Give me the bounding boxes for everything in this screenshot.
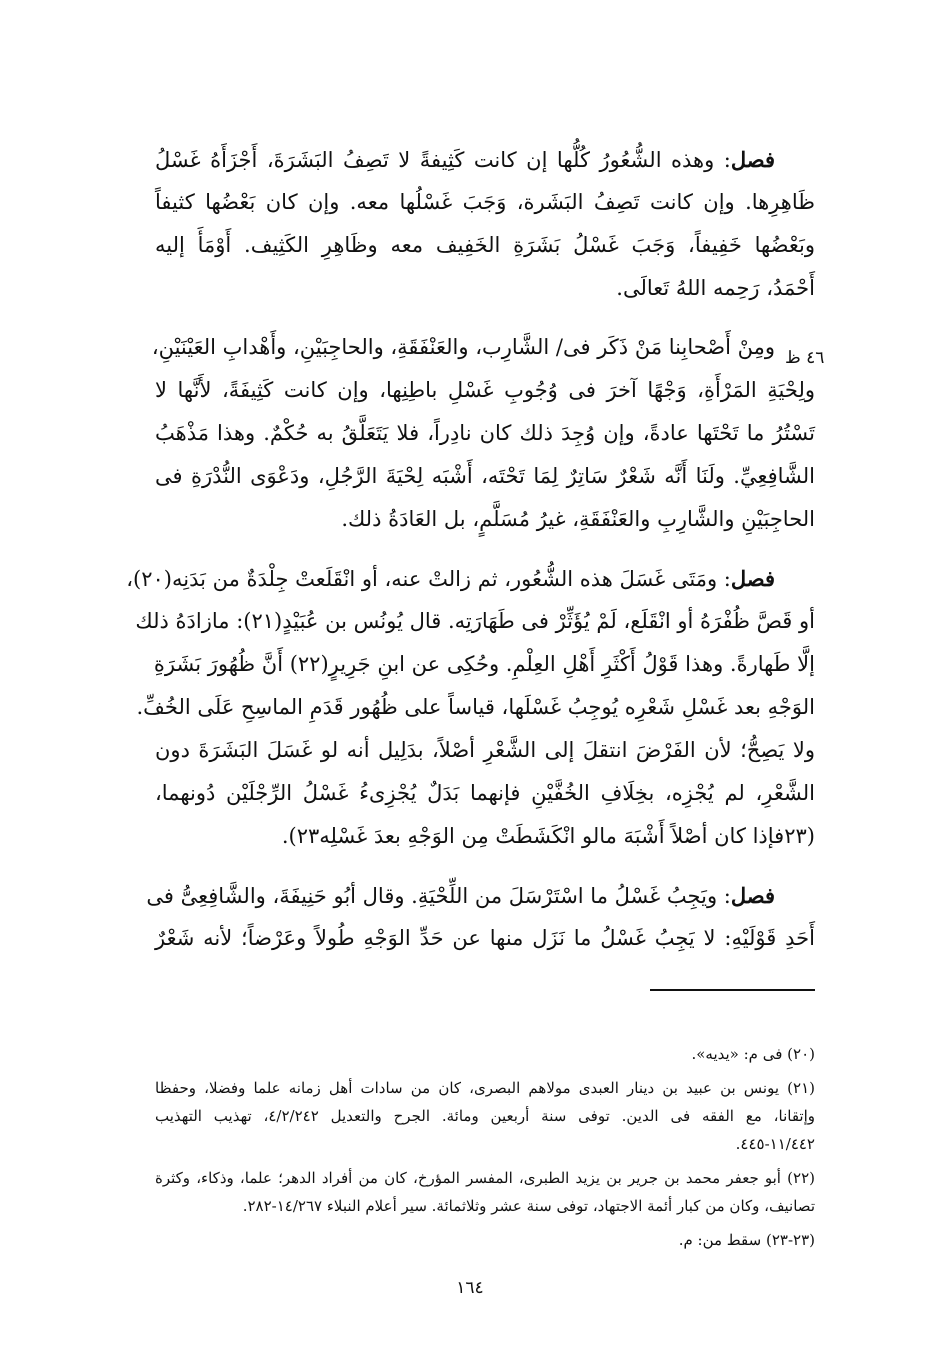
text-line bbox=[155, 772, 815, 815]
paragraph-gap bbox=[155, 310, 815, 326]
text-line bbox=[146, 874, 815, 917]
text-line bbox=[155, 917, 815, 960]
text-line bbox=[155, 412, 815, 455]
section-heading: فصل bbox=[730, 566, 775, 591]
line-text: ظَاهِرِها. وإن كانت تَصِفُ البَشَرة، وَجَبَ غَسْلُها معه. وإن كان بَعْضُها كثيفاً bbox=[155, 190, 815, 214]
text-line bbox=[155, 729, 815, 772]
footnote-line: (٢٢) أبو جعفر محمد بن جرير بن يزيد الطبرى، المفسر المؤرخ، كان من أفراد الدهر؛ علما، وذكاء، وكثرة bbox=[155, 1169, 815, 1187]
line-text: أو قَصَّ ظُفْرَهُ أو انْقَلَع، لَمْ يُؤَثِّرْ فى طَهَارَتِه. قال يُونُس بن عُبَيْدٍ(٢١): مازادَهُ ذلك bbox=[135, 609, 815, 633]
line-text: تَسْتُرُ ما تَحْتَها عادةً، وإن وُجِدَ ذلك كان نادِراً، فلا يَتَعَلَّقُ به حُكْمٌ. وهذا مَذْهَبُ bbox=[155, 421, 815, 445]
line-text: (٢٣فإذا كان أصْلاً أَشْبَهَ مالو انْكَشَطَتْ مِن الوَجْهِ بعدَ غَسْلِه٢٣). bbox=[281, 824, 815, 848]
footnotes bbox=[155, 1040, 815, 1254]
footnote-line: تصانيف، وكان من كبار أئمة الاجتهاد، توفى سنة عشر وثلاثمائة. سير أعلام النبلاء ١٤/٢٦٧-٢٨٢. bbox=[242, 1197, 815, 1215]
footnote-line: (٢٣-٢٣) سقط من: م. bbox=[678, 1231, 815, 1249]
line-text: : ومَتَى غَسَلَ هذه الشُّعُور، ثم زالتْ عنه، أو انْقَلَعتْ جِلْدَةٌ من بَدَنِه(٢٠)، bbox=[126, 567, 731, 591]
text-line bbox=[155, 267, 815, 310]
text-line bbox=[155, 498, 815, 541]
text-line bbox=[155, 815, 815, 858]
paragraph-gap bbox=[155, 541, 815, 557]
text-line bbox=[155, 181, 815, 224]
section-heading: فصل bbox=[730, 147, 775, 172]
line-text: إلَّا طَهارةً. وهذا قَوْلُ أَكْثَرِ أَهْلِ العِلْمِ. وحُكِى عن ابنِ جَرِيرٍ(٢٢) أَنَّ ظُهُورَ بَشَرَةِ bbox=[153, 652, 815, 676]
line-text: الحاجِبَيْنِ والشَّارِبِ والعَنْفَقَةِ، غيرُ مُسَلَّمٍ، بل العَادَةُ ذلك. bbox=[341, 507, 815, 531]
line-text: وبَعْضُها خَفِيفاً، وَجَبَ غَسْلُ بَشَرَةِ الخَفِيف معه وظَاهِرِ الكَثِيف. أَوْمَأَ إليه bbox=[155, 233, 815, 257]
line-text: ومِنْ أَصْحابِنا مَنْ ذَكَر فى/ الشَّارِب، والعَنْفَقَةِ، والحاجِبَيْنِ، وأَهْدابِ العَيْنَيْنِ، bbox=[151, 335, 775, 359]
text-line bbox=[155, 224, 815, 267]
paragraph-gap bbox=[155, 858, 815, 874]
line-text: أَحَدِ قَوْلَيْهِ: لا يَجِبُ غَسْلُ ما نَزَل منها عن حَدِّ الوَجْهِ طُولاً وعَرْضاً؛ لأنه شَعْرٌ bbox=[155, 926, 815, 950]
text-line bbox=[126, 557, 815, 600]
footnote-line: وإتقانا، مع الفقه فى الدين. توفى سنة أربعين ومائة. الجرح والتعديل ٤/٢/٢٤٢، تهذيب التهذيب bbox=[155, 1107, 815, 1125]
text-line bbox=[155, 643, 815, 686]
text-line bbox=[155, 138, 815, 181]
line-text: الشَّعْرِ، لم يُجْزِه، بخِلَافِ الخُفَّيْنِ فإنهما بَدَلٌ يُجْزِىءُ غَسْلُ الرِّجْلَيْن دُونهما، bbox=[155, 781, 815, 805]
section-heading: فصل bbox=[730, 883, 775, 908]
footnote-divider bbox=[650, 989, 815, 991]
line-text: : وهذه الشُّعُورُ كُلُّها إن كانت كَثِيفةً لا تَصِفُ البَشَرَةَ، أَجْزَأَهُ غَسْلُ bbox=[155, 148, 731, 172]
text-line bbox=[136, 686, 815, 729]
text-line bbox=[155, 455, 815, 498]
main-text bbox=[126, 138, 815, 960]
line-text: الشَّافِعِيِّ. ولَنَا أَنَّه شَعْرٌ سَاتِرٌ لِمَا تَحْتَه، أَشْبَه لِحْيَةَ الرَّجُلِ، ودَعْوَى النُّدْرَةِ فى bbox=[155, 464, 815, 488]
text-line bbox=[155, 369, 815, 412]
footnote-line: (٢٠) فى م: «يديه». bbox=[691, 1045, 815, 1063]
line-text: الوَجْهِ بعد غَسْلِ شَعْرِه يُوجِبُ غَسْلَها، قياساً على ظُهُور قَدَمِ الماسِحِ عَلَى الخُفِّ. bbox=[136, 695, 815, 719]
line-text: ولِحْيَةِ المَرْأَةِ، وَجْهًا آخرَ فى وُجُوبِ غَسْلِ باطِنِها، وإن كانت كَثِيفَةً، لأَنَّها لا bbox=[155, 378, 815, 402]
footnote-line: ١١/٤٤٢-٤٤٥. bbox=[735, 1135, 815, 1153]
footnote-line: (٢١) يونس بن عبيد بن دينار العبدى مولاهم البصرى، كان من سادات أهل زمانه علما وفضلا، وحفظا bbox=[155, 1079, 815, 1097]
text-line bbox=[151, 326, 815, 369]
line-text: ولا يَصِحُّ؛ لأن الفَرْضَ انتقلَ إلى الشَّعْرِ أصْلاً، بدَلِيل أنه لو غَسَلَ البَشَرَةَ دون bbox=[155, 738, 815, 762]
text-line bbox=[135, 600, 815, 643]
margin-note: ٤٦ ظ bbox=[785, 348, 825, 368]
page-number: ١٦٤ bbox=[456, 1278, 484, 1298]
line-text: : ويَجِبُ غَسْلُ ما اسْتَرْسَلَ من اللِّحْيَةِ. وقال أبُو حَنِيفَةَ، والشَّافِعِىُّ فى bbox=[146, 884, 731, 908]
line-text: أَحْمَدُ، رَحِمه اللهُ تَعالَى. bbox=[616, 276, 815, 300]
